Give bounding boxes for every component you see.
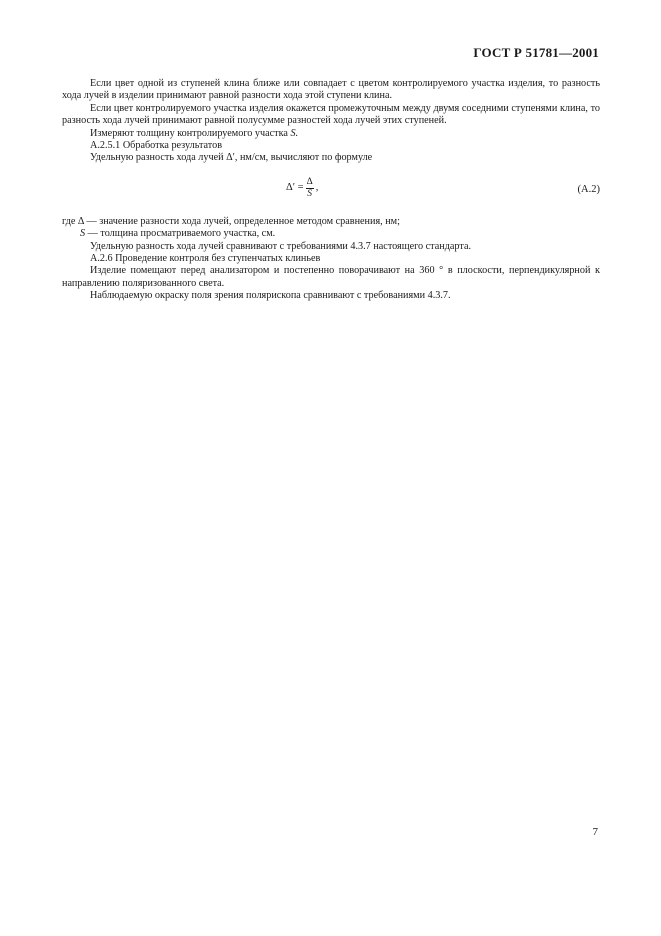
- paragraph-intermediate-color: Если цвет контролируемого участка изделия окажется промежуточным между двумя соседними ступенями клина, то разность хода лучей принимают равной полусумме разностей хода лучей этих ступеней.: [62, 102, 600, 127]
- formula-number: (А.2): [577, 183, 600, 195]
- section-heading-a26: А.2.6 Проведение контроля без ступенчатых клиньев: [90, 253, 321, 265]
- formula-block: [62, 175, 600, 207]
- formula-numerator: Δ: [306, 176, 313, 187]
- standard-designation: ГОСТ Р 51781—2001: [473, 45, 599, 60]
- paragraph-measure-thickness: [62, 128, 600, 140]
- paragraph-step-match: Если цвет одной из ступеней клина ближе или совпадает с цветом контролируемого участка изделия, то разность хода лучей в изделии принимают равной разности хода этой ступени клина.: [62, 78, 600, 102]
- formula-a2: [286, 177, 318, 200]
- paragraph-formula-intro: Удельную разность хода лучей Δ′, нм/см, вычисляют по формуле: [90, 152, 373, 164]
- thickness-variable: S.: [290, 127, 299, 139]
- paragraph-polariscope-compare: Наблюдаемую окраску поля зрения полярископа сравнивают с требованиями 4.3.7.: [90, 290, 451, 302]
- formula-lhs: Δ′ =: [286, 182, 304, 194]
- where-s-variable: S: [80, 228, 86, 240]
- formula-trail: ,: [315, 182, 319, 194]
- where-s-definition: [62, 228, 600, 240]
- paragraph-rotate-item: Изделие помещают перед анализатором и постепенно поворачивают на 360 ° в плоскости, перпендикулярной к направлению поляризованного света.: [62, 265, 600, 289]
- section-heading-a251: А.2.5.1 Обработка результатов: [90, 140, 223, 152]
- page-number: 7: [592, 826, 598, 838]
- measure-thickness-text: Измеряют толщину контролируемого участка: [90, 127, 291, 139]
- formula-fraction: [306, 177, 314, 200]
- formula-denominator: S: [307, 188, 313, 199]
- paragraph-compare-requirements: Удельную разность хода лучей сравнивают с требованиями 4.3.7 настоящего стандарта.: [90, 240, 472, 252]
- where-delta-definition: где Δ — значение разности хода лучей, определенное методом сравнения, нм;: [62, 215, 400, 227]
- document-body: [62, 78, 600, 303]
- where-s-text: — толщина просматриваемого участка, см.: [85, 228, 276, 240]
